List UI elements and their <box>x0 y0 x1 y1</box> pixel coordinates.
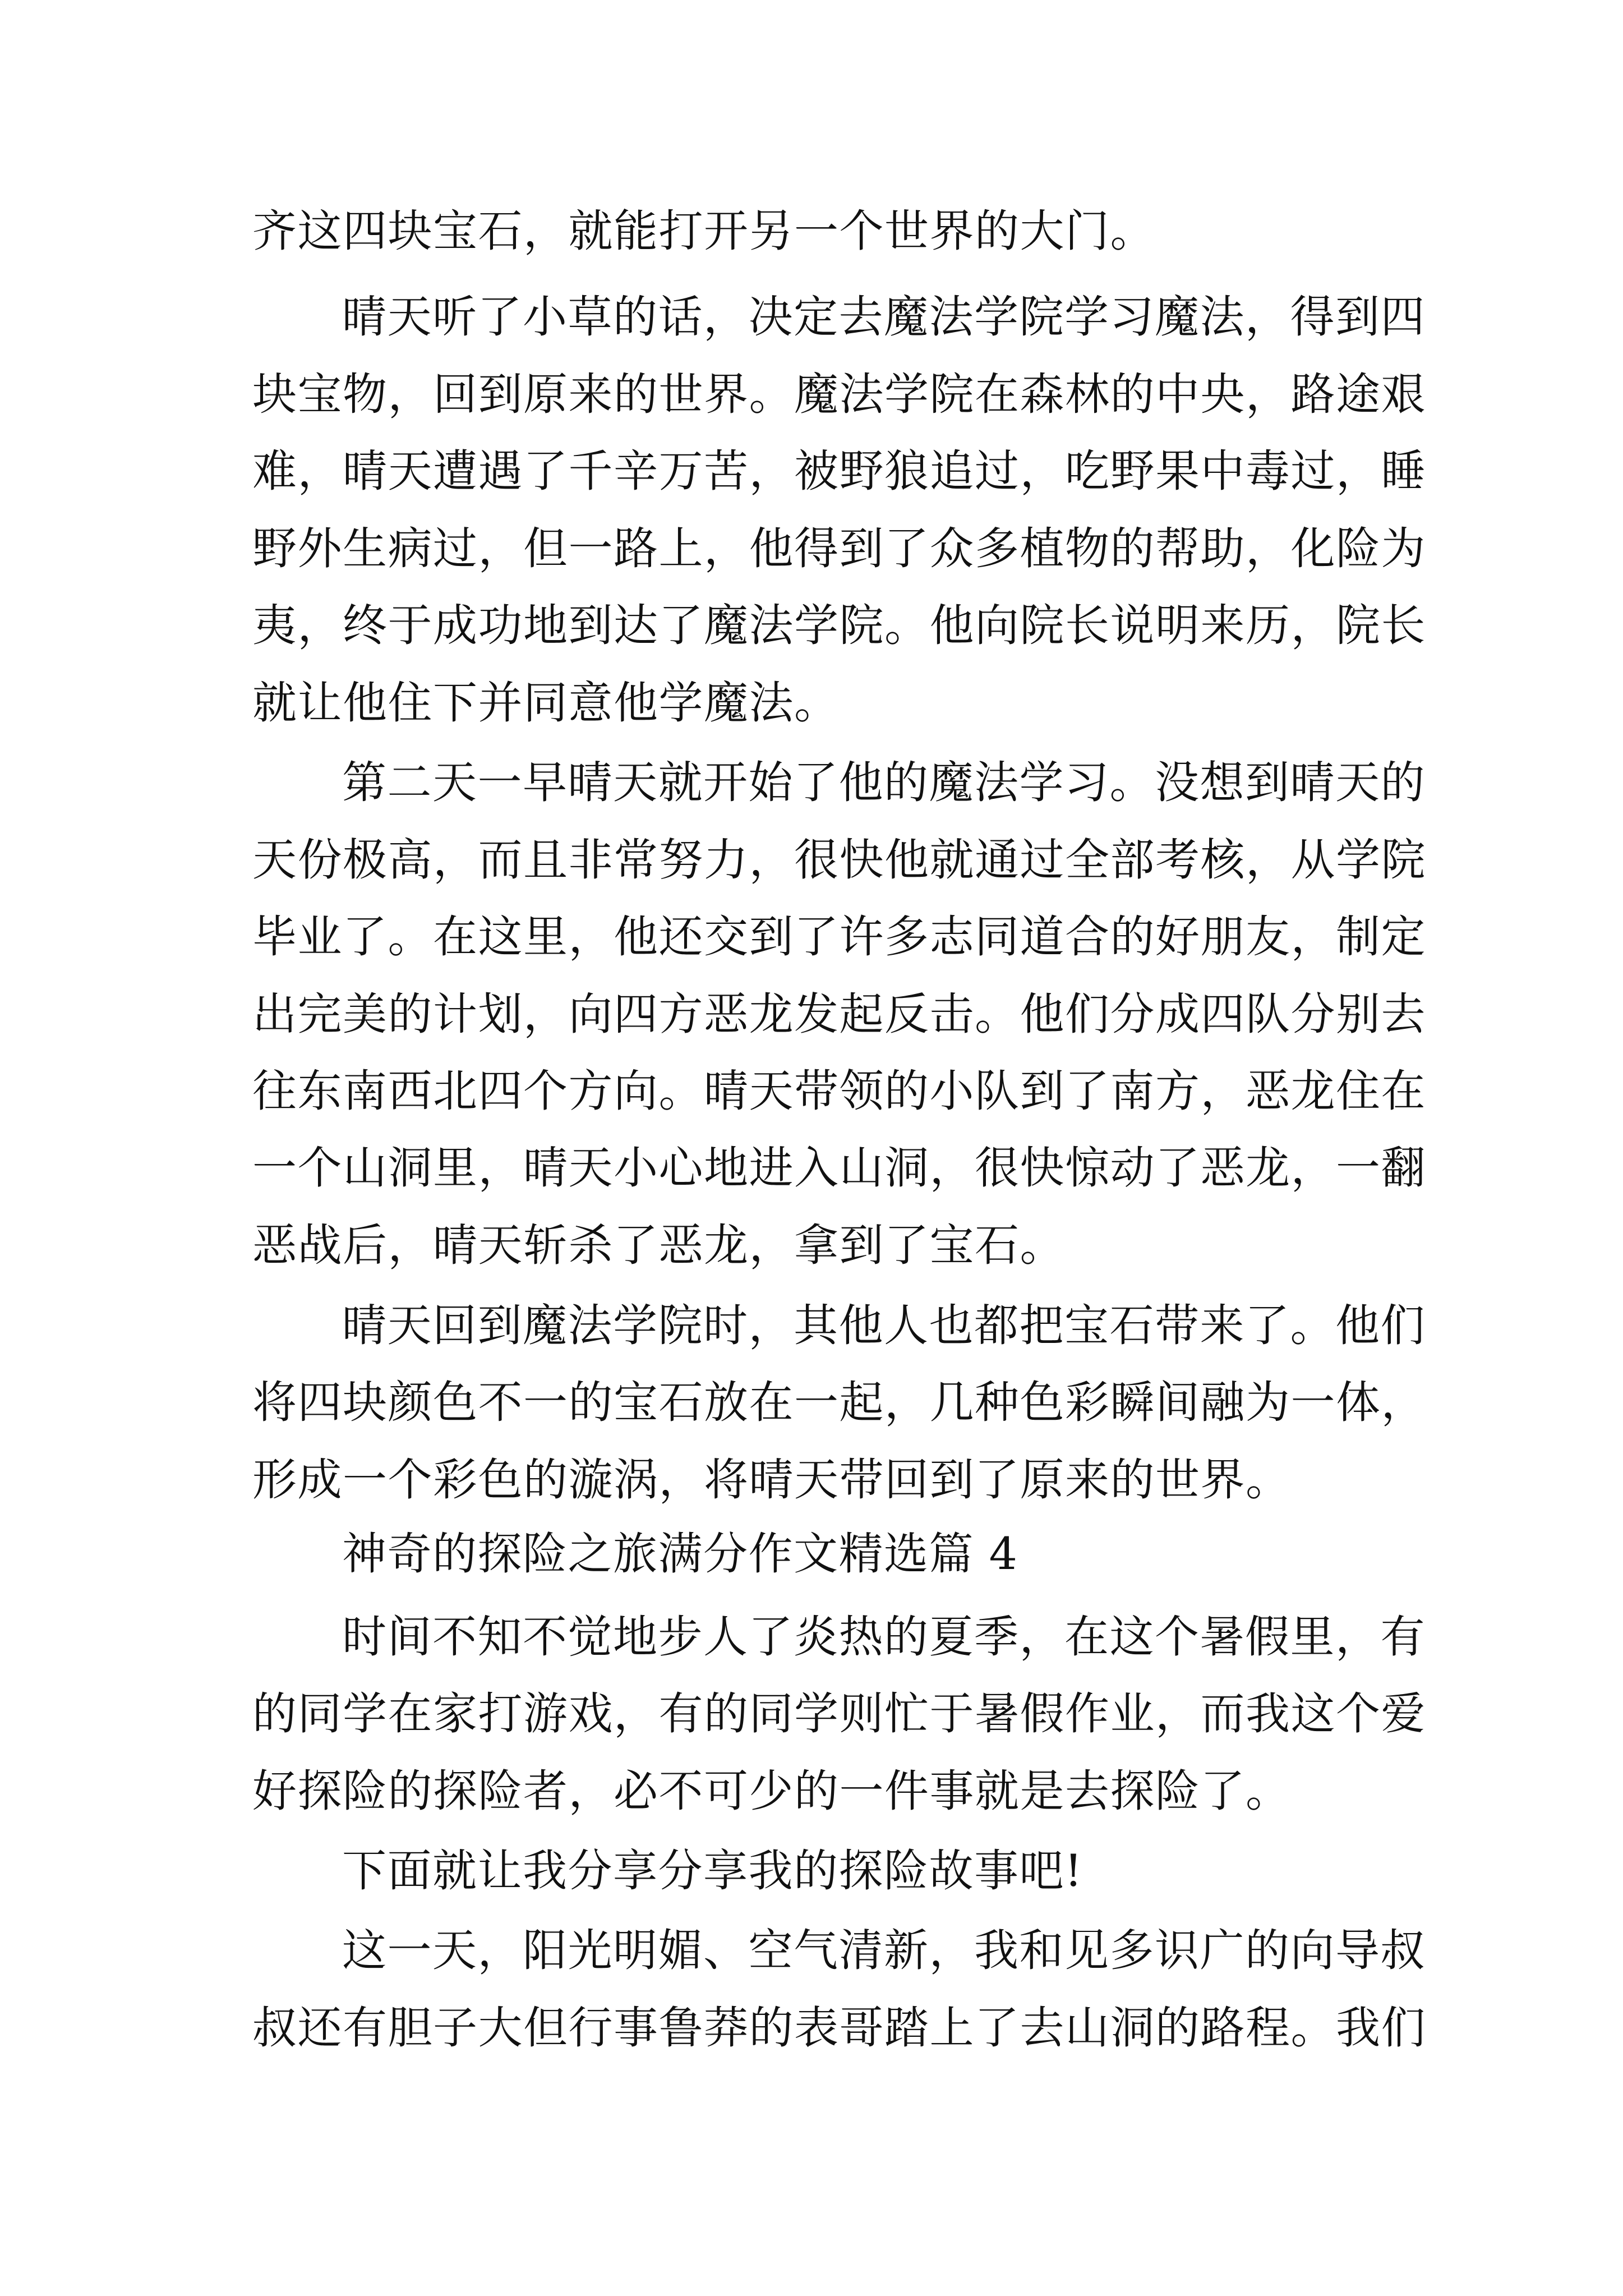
text-line: 夷，终于成功地到达了魔法学院。他向院长说明来历，院长 <box>252 600 1426 651</box>
paragraph-first-line: 下面就让我分享分享我的探险故事吧! <box>342 1845 1083 1897</box>
text-line: 将四块颜色不一的宝石放在一起，几种色彩瞬间融为一体， <box>252 1377 1426 1428</box>
paragraph-first-line: 晴天回到魔法学院时，其他人也都把宝石带来了。他们 <box>342 1300 1426 1351</box>
text-line: 毕业了。在这里，他还交到了许多志同道合的好朋友，制定 <box>252 911 1426 963</box>
text-line: 叔还有胆子大但行事鲁莽的表哥踏上了去山洞的路程。我们 <box>252 2002 1426 2054</box>
section-heading: 神奇的探险之旅满分作文精选篇 4 <box>342 1528 1018 1580</box>
paragraph-first-line: 时间不知不觉地步人了炎热的夏季，在这个暑假里，有 <box>342 1611 1426 1663</box>
text-line: 的同学在家打游戏，有的同学则忙于暑假作业，而我这个爱 <box>252 1688 1426 1740</box>
text-line: 块宝物，回到原来的世界。魔法学院在森林的中央，路途艰 <box>252 369 1426 420</box>
text-line: 野外生病过，但一路上，他得到了众多植物的帮助，化险为 <box>252 523 1426 574</box>
text-line: 出完美的计划，向四方恶龙发起反击。他们分成四队分别去 <box>252 988 1426 1040</box>
text-line: 齐这四块宝石，就能打开另一个世界的大门。 <box>252 205 1155 257</box>
text-line: 一个山洞里，晴天小心地进入山洞，很快惊动了恶龙，一翻 <box>252 1142 1426 1194</box>
text-line: 难，晴天遭遇了千辛万苦，被野狼追过，吃野果中毒过，睡 <box>252 445 1426 497</box>
text-line: 就让他住下并同意他学魔法。 <box>252 677 840 729</box>
text-line: 恶战后，晴天斩杀了恶龙，拿到了宝石。 <box>252 1220 1065 1271</box>
paragraph-first-line: 晴天听了小草的话，决定去魔法学院学习魔法，得到四 <box>342 291 1426 343</box>
text-line: 形成一个彩色的漩涡，将晴天带回到了原来的世界。 <box>252 1454 1291 1506</box>
text-line: 好探险的探险者，必不可少的一件事就是去探险了。 <box>252 1765 1291 1817</box>
text-line: 天份极高，而且非常努力，很快他就通过全部考核，从学院 <box>252 834 1426 886</box>
paragraph-first-line: 第二天一早晴天就开始了他的魔法学习。没想到晴天的 <box>342 757 1426 808</box>
text-line: 往东南西北四个方向。晴天带领的小队到了南方，恶龙住在 <box>252 1065 1426 1117</box>
paragraph-first-line: 这一天，阳光明媚、空气清新，我和见多识广的向导叔 <box>342 1925 1426 1976</box>
